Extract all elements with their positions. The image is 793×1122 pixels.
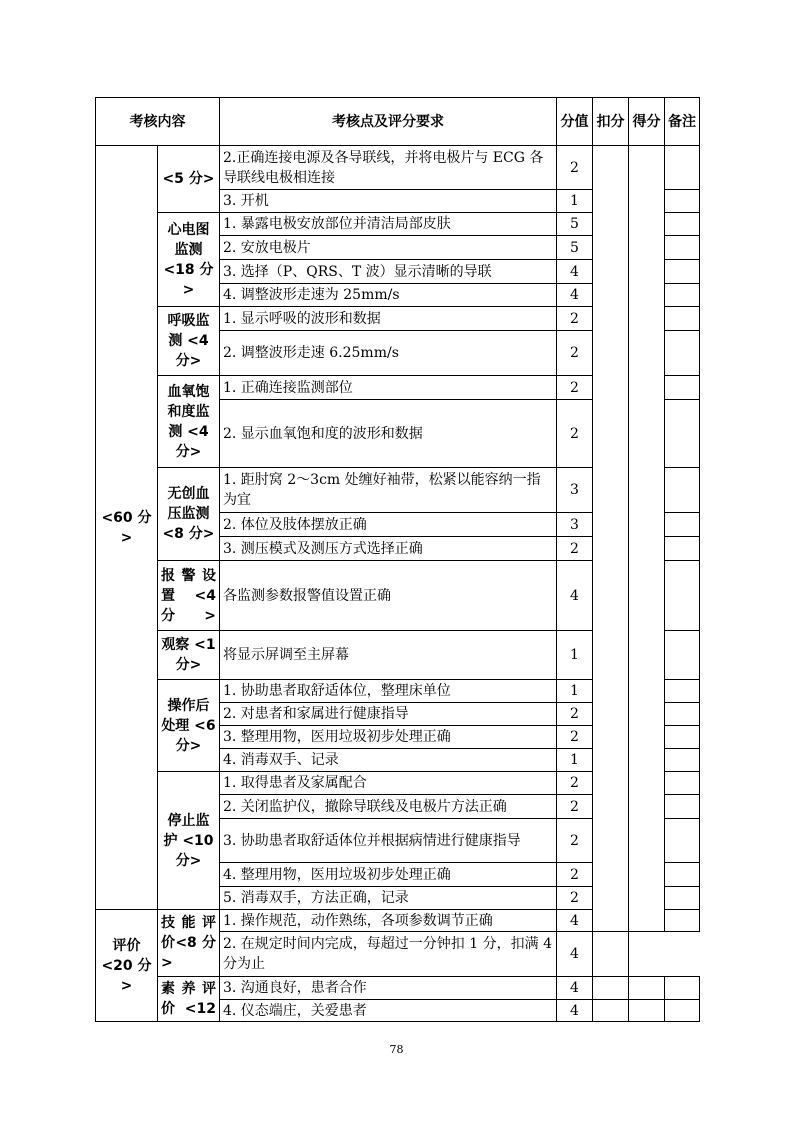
score-value: 2 (557, 726, 593, 749)
score-value: 2 (557, 772, 593, 795)
header-remarks: 备注 (665, 98, 700, 146)
requirement-text: 3. 整理用物，医用垃圾初步处理正确 (220, 726, 557, 749)
header-obtained: 得分 (629, 98, 665, 146)
requirement-text: 2. 关闭监护仪，撤除导联线及电极片方法正确 (220, 795, 557, 819)
remarks-cell[interactable] (665, 680, 700, 703)
requirement-text: 各监测参数报警值设置正确 (220, 561, 557, 631)
remarks-cell[interactable] (665, 887, 700, 910)
remarks-cell[interactable] (665, 726, 700, 749)
score-value: 4 (557, 910, 593, 932)
score-value: 1 (557, 680, 593, 703)
remarks-cell[interactable] (665, 213, 700, 236)
score-value: 1 (557, 631, 593, 680)
subsection-respiration: 呼吸监测 <4 分> (158, 307, 220, 376)
score-value: 2 (557, 795, 593, 819)
subsection-skill-evaluation: 技能评价<8 分> (158, 910, 220, 977)
obtained-cell[interactable] (629, 146, 665, 932)
score-value: 2 (557, 307, 593, 331)
score-value: 2 (557, 146, 593, 190)
score-value: 4 (557, 260, 593, 284)
obtained-cell[interactable] (629, 977, 665, 1000)
requirement-text: 2. 调整波形走速 6.25mm/s (220, 331, 557, 376)
requirement-text: 4. 仪态端庄，关爱患者 (220, 1000, 557, 1022)
deduction-cell[interactable] (593, 146, 629, 932)
score-value: 2 (557, 703, 593, 726)
score-value: 3 (557, 513, 593, 537)
remarks-cell[interactable] (665, 260, 700, 284)
remarks-cell[interactable] (665, 561, 700, 631)
remarks-cell[interactable] (665, 863, 700, 887)
remarks-cell[interactable] (665, 400, 700, 468)
requirement-text: 3. 测压模式及测压方式选择正确 (220, 537, 557, 561)
remarks-cell[interactable] (665, 307, 700, 331)
subsection-nibp: 无创血压监测 <8 分> (158, 468, 220, 561)
remarks-cell[interactable] (665, 703, 700, 726)
score-value: 3 (557, 468, 593, 513)
remarks-cell[interactable] (665, 513, 700, 537)
subsection-quality-evaluation: 素养评价 <12 (158, 977, 220, 1022)
score-value: 4 (557, 1000, 593, 1022)
remarks-cell[interactable] (665, 284, 700, 307)
requirement-text: 5. 消毒双手，方法正确，记录 (220, 887, 557, 910)
remarks-cell[interactable] (665, 537, 700, 561)
score-value: 1 (557, 749, 593, 772)
remarks-cell[interactable] (665, 772, 700, 795)
remarks-cell[interactable] (665, 631, 700, 680)
subsection-alarm: 报警设置 <4 分> (158, 561, 220, 631)
deduction-cell[interactable] (593, 977, 629, 1000)
page-number: 78 (389, 1043, 404, 1056)
requirement-text: 2. 对患者和家属进行健康指导 (220, 703, 557, 726)
remarks-cell[interactable] (665, 819, 700, 863)
remarks-cell[interactable] (665, 977, 700, 1000)
remarks-cell[interactable] (665, 236, 700, 260)
remarks-cell[interactable] (665, 910, 700, 932)
subsection-stop-monitoring: 停止监护 <10 分> (158, 772, 220, 910)
remarks-cell[interactable] (665, 376, 700, 400)
requirement-text: 2. 在规定时间内完成，每超过一分钟扣 1 分，扣满 4 分为止 (220, 932, 557, 977)
score-value: 2 (557, 537, 593, 561)
requirement-text: 3. 沟通良好，患者合作 (220, 977, 557, 1000)
score-value: 4 (557, 284, 593, 307)
remarks-cell[interactable] (665, 749, 700, 772)
subsection-spo2: 血氧饱和度监测 <4 分> (158, 376, 220, 468)
subsection-ecg: 心电图监测 <18 分> (158, 213, 220, 307)
score-value: 2 (557, 331, 593, 376)
header-score-value: 分值 (557, 98, 593, 146)
remarks-cell[interactable] (665, 146, 700, 190)
requirement-text: 3. 协助患者取舒适体位并根据病情进行健康指导 (220, 819, 557, 863)
scoring-table (95, 97, 700, 1022)
requirement-text: 2. 体位及肢体摆放正确 (220, 513, 557, 537)
deduction-cell[interactable] (593, 1000, 629, 1022)
score-value: 2 (557, 400, 593, 468)
subsection-post-operation: 操作后处理 <6 分> (158, 680, 220, 772)
requirement-text: 4. 整理用物，医用垃圾初步处理正确 (220, 863, 557, 887)
category-operation: <60 分> (96, 146, 158, 910)
requirement-text: 2. 显示血氧饱和度的波形和数据 (220, 400, 557, 468)
header-deduction: 扣分 (593, 98, 629, 146)
requirement-text: 4. 调整波形走速为 25mm/s (220, 284, 557, 307)
score-value: 4 (557, 977, 593, 1000)
remarks-cell[interactable] (665, 190, 700, 213)
score-value: 5 (557, 213, 593, 236)
requirement-text: 2.正确连接电源及各导联线，并将电极片与 ECG 各导联线电极相连接 (220, 146, 557, 190)
remarks-cell[interactable] (665, 1000, 700, 1022)
requirement-text: 2. 安放电极片 (220, 236, 557, 260)
subsection-connect: <5 分> (158, 146, 220, 213)
requirement-text: 将显示屏调至主屏幕 (220, 631, 557, 680)
requirement-text: 1. 正确连接监测部位 (220, 376, 557, 400)
requirement-text: 3. 选择（P、QRS、T 波）显示清晰的导联 (220, 260, 557, 284)
score-value: 2 (557, 376, 593, 400)
remarks-cell[interactable] (665, 331, 700, 376)
requirement-text: 1. 距肘窝 2～3cm 处缠好袖带，松紧以能容纳一指为宜 (220, 468, 557, 513)
category-evaluation: 评价 <20 分> (96, 910, 158, 1022)
requirement-text: 1. 显示呼吸的波形和数据 (220, 307, 557, 331)
score-value: 2 (557, 863, 593, 887)
requirement-text: 4. 消毒双手、记录 (220, 749, 557, 772)
score-value: 4 (557, 932, 593, 977)
requirement-text: 1. 操作规范，动作熟练，各项参数调节正确 (220, 910, 557, 932)
obtained-cell[interactable] (629, 1000, 665, 1022)
requirement-text: 1. 暴露电极安放部位并清洁局部皮肤 (220, 213, 557, 236)
header-requirements: 考核点及评分要求 (220, 98, 557, 146)
requirement-text: 3. 开机 (220, 190, 557, 213)
remarks-cell[interactable] (665, 468, 700, 513)
score-value: 5 (557, 236, 593, 260)
score-value: 2 (557, 819, 593, 863)
requirement-text: 1. 取得患者及家属配合 (220, 772, 557, 795)
requirement-text: 1. 协助患者取舒适体位，整理床单位 (220, 680, 557, 703)
subsection-observe: 观察 <1 分> (158, 631, 220, 680)
remarks-cell[interactable] (665, 795, 700, 819)
score-value: 2 (557, 887, 593, 910)
header-content: 考核内容 (96, 98, 220, 146)
score-value: 4 (557, 561, 593, 631)
score-value: 1 (557, 190, 593, 213)
remarks-cell[interactable] (593, 932, 629, 977)
